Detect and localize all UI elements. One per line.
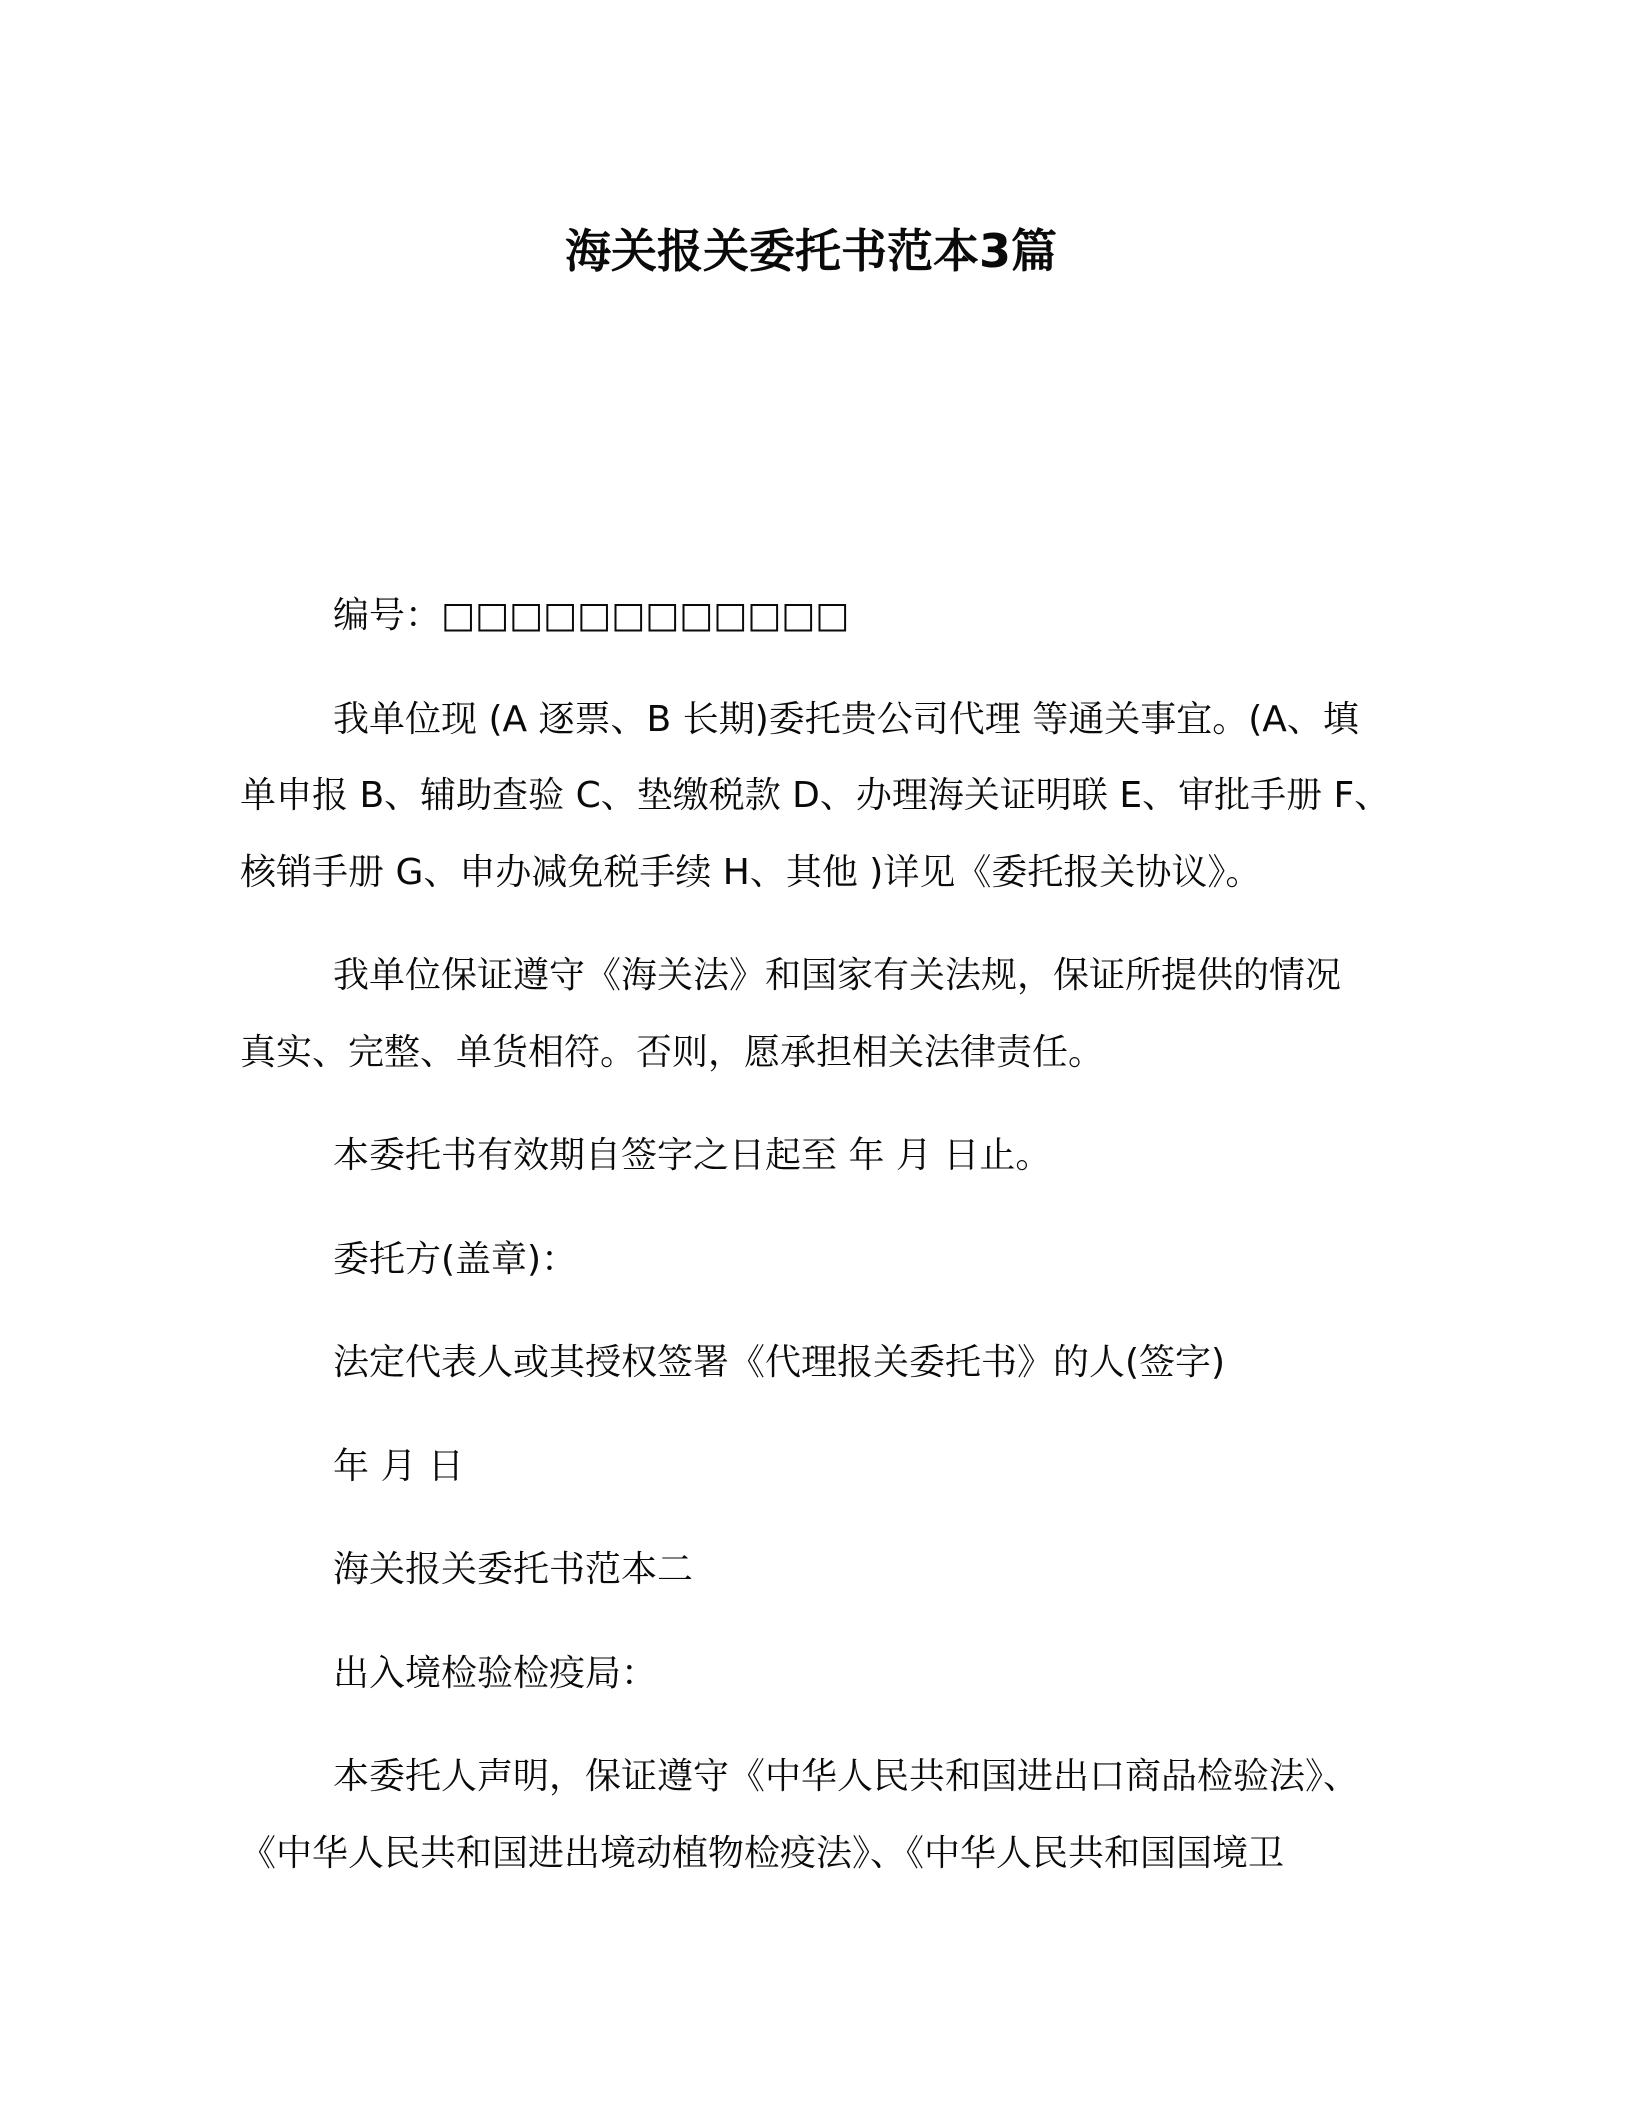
document-number-line: 编号：□□□□□□□□□□□□ [333,595,850,636]
commission-paragraph [240,682,1392,912]
addressee-paragraph [240,1636,1392,1713]
document-number-paragraph [240,578,1392,655]
paragraph-line: 真实、完整、单货相符。否则，愿承担相关法律责任。 [240,1031,1105,1073]
validity-statement: 本委托书有效期自签字之日起至 年 月 日止。 [333,1135,1052,1176]
paragraph-line: 单申报 B、辅助查验 C、垫缴税款 D、办理海关证明联 E、审批手册 F、 [240,775,1391,816]
document-body [240,578,1392,1919]
principal-seal-label: 委托方(盖章)： [333,1238,578,1280]
date-paragraph [240,1429,1392,1506]
declaration-paragraph [240,1739,1392,1892]
principal-seal-paragraph [240,1222,1392,1299]
document-title: 海关报关委托书范本3篇 [564,224,1057,278]
paragraph-line: 本委托人声明，保证遵守《中华人民共和国进出口商品检验法》、 [333,1756,1360,1797]
section-heading-template-two: 海关报关委托书范本二 [333,1549,694,1590]
guarantee-paragraph [240,938,1392,1091]
paragraph-line: 《中华人民共和国进出境动植物检疫法》、《中华人民共和国国境卫 [240,1832,1285,1874]
addressee-line: 出入境检验检疫局： [333,1652,658,1694]
legal-rep-paragraph [240,1325,1392,1402]
paragraph-line: 核销手册 G、申办减免税手续 H、其他 )详见《委托报关协议》。 [240,851,1262,893]
paragraph-line: 我单位保证遵守《海关法》和国家有关法规，保证所提供的情况 [333,955,1342,996]
legal-rep-signature-label: 法定代表人或其授权签署《代理报关委托书》的人(签字) [333,1342,1226,1383]
validity-paragraph [240,1118,1392,1195]
paragraph-line: 我单位现 (A 逐票、B 长期)委托贵公司代理 等通关事宜。(A、填 [333,698,1359,740]
date-line: 年 月 日 [333,1445,464,1487]
section-heading-paragraph [240,1532,1392,1609]
